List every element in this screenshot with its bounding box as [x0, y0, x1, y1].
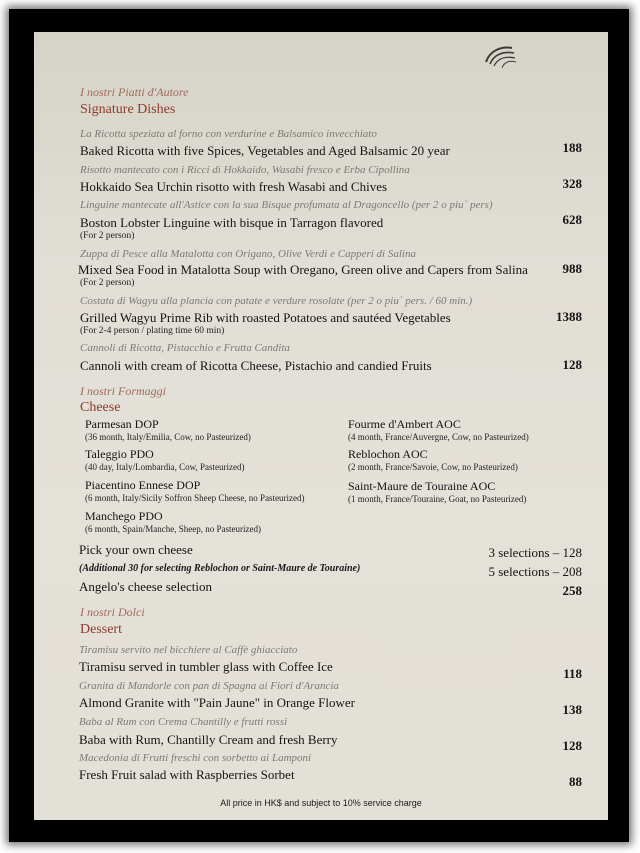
cheese-name: Saint-Maure de Touraine AOC [348, 479, 496, 493]
section-title-it: I nostri Formaggi [80, 384, 167, 398]
additional-note: (Additional 30 for selecting Reblochon or Saint-Maure de Touraine) [79, 563, 361, 574]
section-title-it: I nostri Dolci [80, 605, 145, 619]
dish-italian-name: Cannoli di Ricotta, Pistacchio e Frutta Candita [80, 342, 290, 354]
dish-price: 88 [569, 774, 582, 789]
cheese-note: (4 month, France/Auvergne, Cow, no Pasteurized) [348, 432, 529, 442]
dish-english-name: Boston Lobster Linguine with bisque in Tarragon flavored [80, 215, 384, 230]
price-footer-note: All price in HK$ and subject to 10% service charge [220, 798, 422, 808]
cheese-note: (2 month, France/Savoie, Cow, no Pasteurized) [348, 462, 518, 472]
cheese-name: Piacentino Ennese DOP [85, 478, 201, 492]
dish-italian-name: Granita di Mandorle con pan di Spagna ai Fiori d'Arancia [79, 680, 339, 692]
three-selections-price: 3 selections – 128 [488, 545, 582, 560]
cheese-note: (6 month, Spain/Manche, Sheep, no Pasteurized) [85, 524, 261, 534]
pick-cheese-label: Pick your own cheese [79, 542, 193, 557]
dish-note: (For 2 person) [80, 278, 135, 288]
dish-italian-name: Costata di Wagyu alla plancia con patate e verdure rosolate (per 2 o piu` pers. / 60 min.) [80, 295, 473, 307]
cheese-name: Reblochon AOC [348, 447, 428, 461]
dish-note: (For 2 person) [80, 231, 135, 241]
dish-english-name: Baba with Rum, Chantilly Cream and fresh Berry [79, 732, 338, 747]
dish-price: 988 [562, 261, 582, 276]
five-selections-price: 5 selections – 208 [488, 564, 582, 579]
dish-italian-name: La Ricotta speziata al forno con verdurine e Balsamico invecchiato [80, 128, 377, 140]
cheese-note: (6 month, Italy/Sicily Soffron Sheep Cheese, no Pasteurized) [85, 493, 305, 503]
dish-english-name: Hokkaido Sea Urchin risotto with fresh Wasabi and Chives [80, 179, 388, 194]
dish-price: 628 [562, 212, 582, 227]
dish-english-name: Mixed Sea Food in Matalotta Soup with Oregano, Green olive and Capers from Salina [78, 262, 528, 277]
menu-page [34, 32, 608, 820]
dish-italian-name: Risotto mantecato con i Ricci di Hokkaido, Wasabi fresco e Erba Cipollina [80, 164, 410, 176]
cheese-note: (36 month, Italy/Emilia, Cow, no Pasteurized) [85, 432, 251, 442]
dish-price: 128 [562, 357, 582, 372]
dish-price: 138 [562, 702, 582, 717]
restaurant-logo-icon [482, 42, 518, 70]
dish-english-name: Grilled Wagyu Prime Rib with roasted Potatoes and sautéed Vegetables [80, 310, 451, 325]
dish-note: (For 2-4 person / plating time 60 min) [80, 326, 225, 336]
dish-italian-name: Tiramisu servito nel bicchiere al Caffè ghiacciato [79, 644, 298, 656]
dish-price: 1388 [556, 309, 582, 324]
dish-price: 188 [562, 140, 582, 155]
dish-english-name: Almond Granite with "Pain Jaune" in Orange Flower [79, 695, 355, 710]
dish-italian-name: Zuppa di Pesce alla Matalotta con Origano, Olive Verdi e Capperi di Salina [80, 248, 416, 260]
dish-price: 128 [562, 738, 582, 753]
dish-english-name: Fresh Fruit salad with Raspberries Sorbet [79, 767, 295, 782]
dish-english-name: Cannoli with cream of Ricotta Cheese, Pistachio and candied Fruits [80, 358, 432, 373]
dish-italian-name: Baba al Rum con Crema Chantilly e frutti rossi [79, 716, 288, 728]
section-title-cheese: Cheese [80, 400, 121, 415]
dish-english-name: Tiramisu served in tumbler glass with Coffee Ice [79, 659, 333, 674]
section-title-dessert: Dessert [80, 622, 122, 637]
cheese-note: (40 day, Italy/Lombardia, Cow, Pasteurized) [85, 462, 245, 472]
dish-italian-name: Macedonia di Frutti freschi con sorbetto ai Lamponi [79, 752, 312, 764]
angelo-selection-label: Angelo's cheese selection [79, 579, 213, 594]
cheese-note: (1 month, France/Touraine, Goat, no Pasteurized) [348, 494, 527, 504]
dish-price: 328 [562, 176, 582, 191]
cheese-name: Parmesan DOP [85, 417, 159, 431]
dish-price: 118 [563, 666, 582, 681]
section-title-signature: Signature Dishes [80, 102, 176, 117]
dish-italian-name: Linguine mantecate all'Astice con la sua Bisque profumata al Dragoncello (per 2 o piu` pers) [80, 199, 493, 211]
cheese-name: Fourme d'Ambert AOC [348, 417, 461, 431]
section-title-it: I nostri Piatti d'Autore [80, 85, 189, 99]
cheese-name: Manchego PDO [85, 509, 163, 523]
cheese-name: Taleggio PDO [85, 447, 154, 461]
dish-english-name: Baked Ricotta with five Spices, Vegetables and Aged Balsamic 20 year [80, 143, 450, 158]
angelo-selection-price: 258 [562, 583, 582, 598]
